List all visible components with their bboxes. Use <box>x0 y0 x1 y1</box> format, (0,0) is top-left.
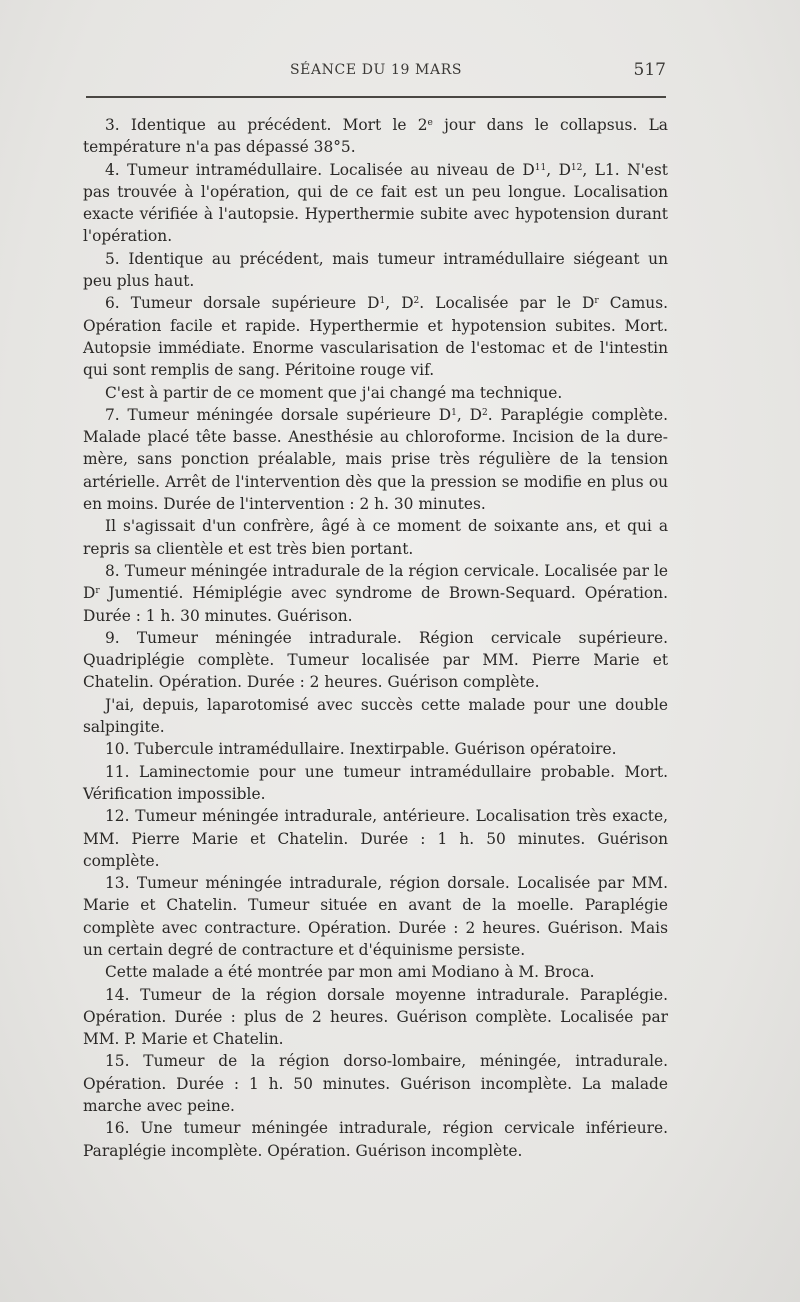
text-run: Jumentié. Hémiplégie avec syndrome de Brown-Sequard. Opération. Durée : 1 h. 30 minutes. Guérison. <box>83 584 668 625</box>
text-run: 14. Tumeur de la région dorsale moyenne intradurale. Paraplégie. Opération. Durée : plus de 2 heures. Guérison complète. Localisée par MM. P. Marie et Chatelin. <box>83 985 668 1049</box>
paragraph <box>83 872 668 961</box>
text-run: 10. Tubercule intramédullaire. Inextirpable. Guérison opératoire. <box>105 740 617 759</box>
text-run: 12. Tumeur méningée intradurale, antérieure. Localisation très exacte, MM. Pierre Marie et Chatelin. Durée : 1 h. 50 minutes. Guérison complète. <box>83 807 668 870</box>
paragraph <box>83 761 668 806</box>
text-run: 4. Tumeur intramédullaire. Localisée au niveau de D <box>105 160 535 179</box>
header-rule <box>86 96 666 98</box>
superscript: 1 <box>451 407 457 418</box>
body-text <box>83 114 668 1162</box>
superscript: 11 <box>534 162 547 173</box>
text-run: C'est à partir de ce moment que j'ai changé ma technique. <box>105 383 563 402</box>
superscript: 1 <box>379 296 386 307</box>
text-run: Il s'agissait d'un confrère, âgé à ce moment de soixante ans, et qui a repris sa clientèle et est très bien portant. <box>83 517 668 558</box>
page-header <box>86 60 666 84</box>
paragraph <box>83 159 668 248</box>
text-run: Camus. Opération facile et rapide. Hyperthermie et hypotension subites. Mort. Autopsie immédiate. Enorme vascularisation de l'estomac et de l'intestin qui sont remplis de sang. Péritoine rouge vif. <box>83 294 669 380</box>
paragraph <box>83 1117 668 1162</box>
superscript: r <box>594 296 599 307</box>
text-run: 11. Laminectomie pour une tumeur intramédullaire probable. Mort. Vérification impossible. <box>83 762 668 803</box>
text-run: , L1. N'est pas trouvée à l'opération, qui de ce fait est un peu longue. Localisation exacte vérifiée à l'autopsie. Hyperthermie subite avec hypotension durant l'opération. <box>83 160 668 246</box>
text-run: , D <box>385 294 414 313</box>
text-run: , D <box>546 160 571 179</box>
text-run: jour dans le collapsus. La température n'a pas dépassé 38°5. <box>83 116 668 157</box>
superscript: 12 <box>570 162 583 173</box>
paragraph <box>83 694 668 739</box>
superscript: r <box>95 586 100 597</box>
paragraph <box>83 560 668 627</box>
paragraph <box>83 248 668 293</box>
text-run: . Localisée par le D <box>419 294 595 313</box>
superscript: 2 <box>413 296 420 307</box>
paragraph <box>83 738 668 760</box>
text-run: , D <box>456 405 482 424</box>
paragraph <box>83 961 668 983</box>
text-run: Cette malade a été montrée par mon ami Modiano à M. Broca. <box>105 963 595 982</box>
text-run: 3. Identique au précédent. Mort le 2 <box>105 116 428 134</box>
paragraph <box>83 515 668 560</box>
running-title: SÉANCE DU 19 MARS <box>289 62 463 78</box>
paragraph <box>83 404 668 515</box>
paragraph <box>83 1050 668 1117</box>
text-run: 15. Tumeur de la région dorso-lombaire, méningée, intradurale. Opération. Durée : 1 h. 50 minutes. Guérison incomplète. La malade marche avec peine. <box>83 1052 668 1116</box>
text-run: 16. Une tumeur méningée intradurale, région cervicale inférieure. Paraplégie incomplète. Opération. Guérison incomplète. <box>83 1119 668 1160</box>
text-run: 7. Tumeur méningée dorsale supérieure D <box>105 405 452 424</box>
text-run: 5. Identique au précédent, mais tumeur intramédullaire siégeant un peu plus haut. <box>83 249 668 291</box>
superscript: 2 <box>481 407 488 418</box>
text-run: 8. Tumeur méningée intradurale de la région cervicale. Localisée par le D <box>83 561 668 603</box>
paragraph <box>83 805 668 872</box>
paragraph <box>83 382 668 404</box>
paragraph <box>83 627 668 694</box>
text-run: J'ai, depuis, laparotomisé avec succès cette malade pour une double salpingite. <box>83 695 668 737</box>
superscript: e <box>427 118 433 128</box>
text-run: 9. Tumeur méningée intradurale. Région cervicale supérieure. Quadriplégie complète. Tumeur localisée par MM. Pierre Marie et Chatelin. Opération. Durée : 2 heures. Guérison complète. <box>83 628 668 692</box>
text-run: . Paraplégie complète. Malade placé tête basse. Anesthésie au chloroforme. Incision de la dure-mère, sans ponction préalable, mais prise très régulière de la tension artérielle. Arrêt de l'intervention dès que la pression se modifie en plus ou en moins. Durée de l'intervention : 2 h. 30 minutes. <box>83 405 668 514</box>
page-number: 517 <box>633 60 666 80</box>
paragraph <box>83 114 668 159</box>
paragraph <box>83 984 668 1051</box>
text-run: 13. Tumeur méningée intradurale, région dorsale. Localisée par MM. Marie et Chatelin. Tumeur située en avant de la moelle. Paraplégie complète avec contracture. Opération. Durée : 2 heures. Guérison. Mais un certain degré de contracture et d'équinisme persiste. <box>83 874 668 959</box>
text-run: 6. Tumeur dorsale supérieure D <box>105 294 380 313</box>
paragraph <box>83 292 668 381</box>
